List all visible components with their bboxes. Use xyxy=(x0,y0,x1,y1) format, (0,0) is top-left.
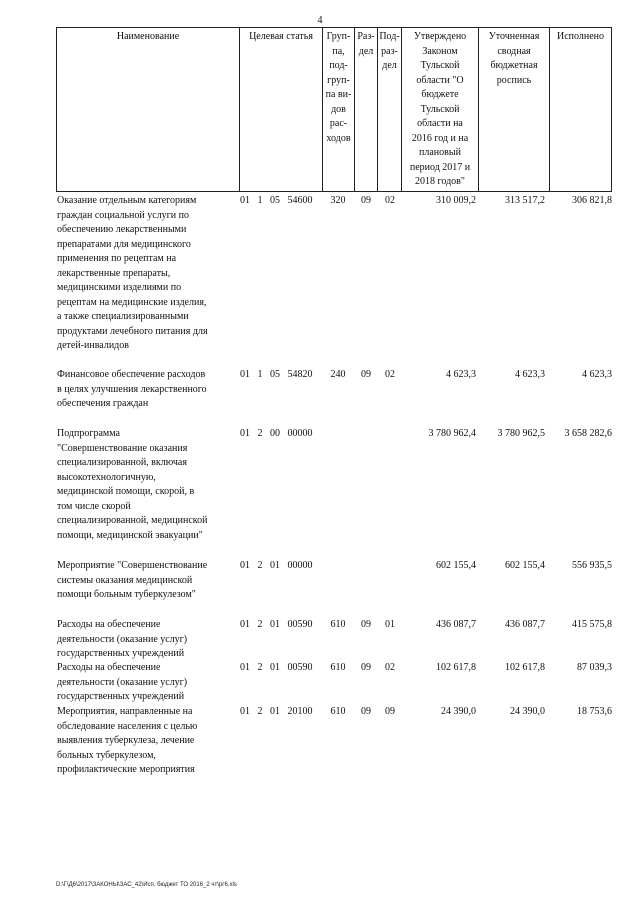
row-code: 01 2 01 00590 xyxy=(240,662,313,673)
row-executed: 18 753,6 xyxy=(577,706,612,717)
header-group: Груп- па, под- груп- па ви- дов рас- ходов xyxy=(322,27,355,192)
row-code: 01 1 05 54820 xyxy=(240,369,313,380)
row-refined: 4 623,3 xyxy=(515,369,545,380)
row-group: 240 xyxy=(330,369,346,380)
row-name: Подпрограмма "Совершенствование оказания специализированной, включая высокотехнологичную, медицинской помощи, скорой, в том числе скорой специализированной, медицинской помощи, медицинской эвакуации" xyxy=(57,428,208,541)
table-header xyxy=(56,27,612,192)
row-approved: 602 155,4 xyxy=(436,560,476,571)
row-refined: 102 617,8 xyxy=(505,662,545,673)
row-name: Расходы на обеспечение деятельности (оказание услуг) государственных учреждений xyxy=(57,662,188,702)
row-refined: 313 517,2 xyxy=(505,195,545,206)
row-subsection: 01 xyxy=(385,619,395,630)
row-name: Оказание отдельным категориям граждан социальной услуги по обеспечению лекарственными препаратами для медицинского применения по рецептам на лекарственные препараты, медицинскими изделиями по рецептам на медицинские изделия, а также специализированными продуктами лечебного питания для детей-инвалидов xyxy=(57,195,208,351)
header-target: Целевая статья xyxy=(239,27,323,192)
header-executed: Исполнено xyxy=(549,27,612,192)
row-subsection: 02 xyxy=(385,195,395,206)
row-refined: 24 390,0 xyxy=(510,706,545,717)
row-approved: 24 390,0 xyxy=(441,706,476,717)
row-subsection: 02 xyxy=(385,662,395,673)
row-group: 610 xyxy=(330,662,346,673)
row-code: 01 2 01 00590 xyxy=(240,619,313,630)
header-section: Раз- дел xyxy=(354,27,378,192)
row-refined: 3 780 962,5 xyxy=(497,428,545,439)
row-group: 610 xyxy=(330,706,346,717)
file-path-footer: D:\Г\Д6\2017\ЗАКОНЫ\ЗАС_42\Исп. бюджет ТО 2016_2 чт\рг6.xls xyxy=(56,882,237,888)
row-code: 01 2 00 00000 xyxy=(240,428,313,439)
row-group: 320 xyxy=(330,195,346,206)
row-name: Мероприятие "Совершенствование системы оказания медицинской помощи больным туберкулезом" xyxy=(57,560,208,600)
row-executed: 3 658 282,6 xyxy=(564,428,612,439)
row-executed: 87 039,3 xyxy=(577,662,612,673)
row-group: 610 xyxy=(330,619,346,630)
header-subsection: Под- раз- дел xyxy=(377,27,402,192)
row-subsection: 09 xyxy=(385,706,395,717)
row-section: 09 xyxy=(361,662,371,673)
row-section: 09 xyxy=(361,195,371,206)
row-refined: 602 155,4 xyxy=(505,560,545,571)
row-code: 01 2 01 20100 xyxy=(240,706,313,717)
row-refined: 436 087,7 xyxy=(505,619,545,630)
row-approved: 3 780 962,4 xyxy=(428,428,476,439)
row-section: 09 xyxy=(361,369,371,380)
page-number: 4 xyxy=(317,15,323,26)
row-section: 09 xyxy=(361,706,371,717)
row-code: 01 1 05 54600 xyxy=(240,195,313,206)
row-name: Финансовое обеспечение расходов в целях улучшения лекарственного обеспечения граждан xyxy=(57,369,207,409)
row-executed: 4 623,3 xyxy=(582,369,612,380)
row-approved: 310 009,2 xyxy=(436,195,476,206)
header-approved: Утверждено Законом Тульской области "О бюджете Тульской области на 2016 год и на плановый период 2017 и 2018 годов" xyxy=(401,27,479,192)
row-executed: 306 821,8 xyxy=(572,195,612,206)
row-approved: 4 623,3 xyxy=(446,369,476,380)
header-refined: Уточненная сводная бюджетная роспись xyxy=(478,27,550,192)
row-name: Мероприятия, направленные на обследование населения с целью выявления туберкулеза, лечение больных туберкулезом, профилактические мероприятия xyxy=(57,706,198,775)
row-approved: 102 617,8 xyxy=(436,662,476,673)
row-executed: 556 935,5 xyxy=(572,560,612,571)
row-approved: 436 087,7 xyxy=(436,619,476,630)
row-executed: 415 575,8 xyxy=(572,619,612,630)
row-section: 09 xyxy=(361,619,371,630)
row-code: 01 2 01 00000 xyxy=(240,560,313,571)
row-name: Расходы на обеспечение деятельности (оказание услуг) государственных учреждений xyxy=(57,619,188,659)
header-name: Наименование xyxy=(56,27,240,192)
row-subsection: 02 xyxy=(385,369,395,380)
